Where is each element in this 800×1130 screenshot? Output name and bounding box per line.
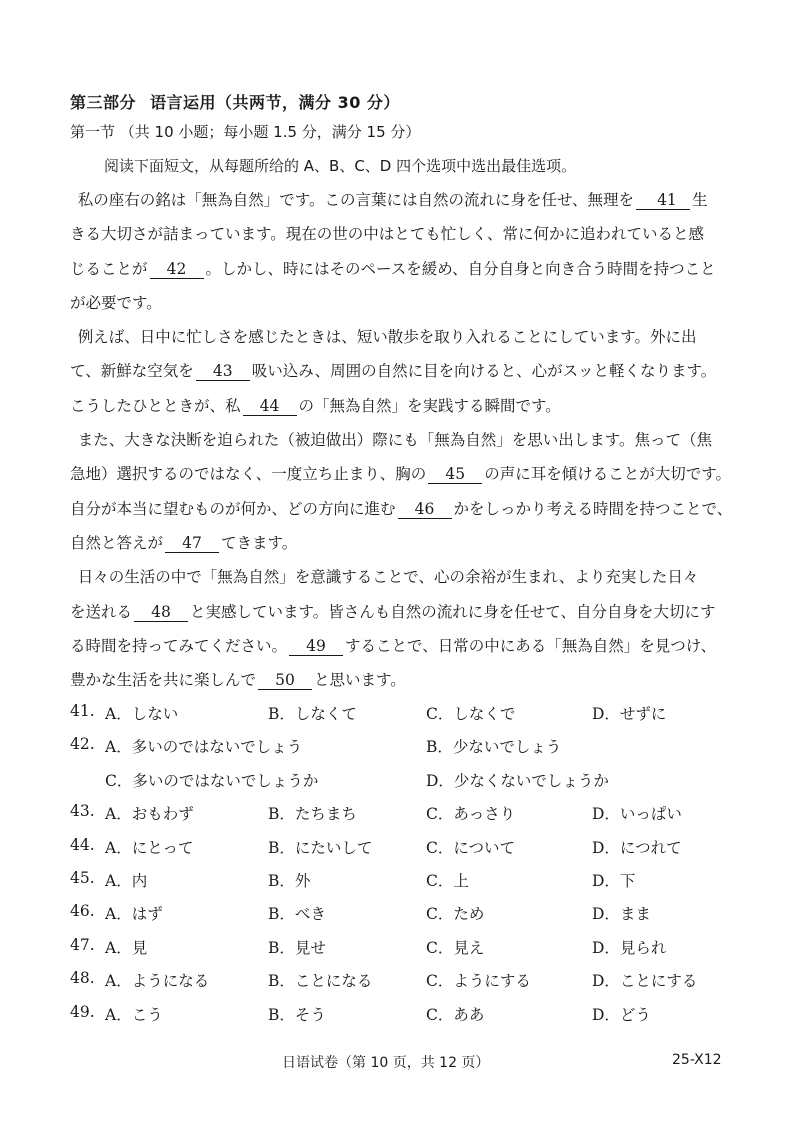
part-subtitle: 语言运用（共两节，满分 30 分） <box>150 93 400 112</box>
option-d: D．せずに <box>592 705 667 723</box>
option-d: D．少なくないでしょうか <box>426 771 609 790</box>
passage-text: てきます。 <box>221 533 298 552</box>
question-number: 45. <box>70 868 95 887</box>
passage-text: また、大きな決断を迫られた（被迫做出）際にも「無為自然」を思い出します。焦って（焦 <box>77 431 713 450</box>
question-49 <box>70 1003 740 1036</box>
passage-text: と思います。 <box>314 671 406 690</box>
question-47 <box>70 936 740 969</box>
option-b: B．そう <box>268 1005 326 1024</box>
question-46 <box>70 902 740 935</box>
blank-49: 49 <box>289 637 343 656</box>
option-a: A．しない <box>105 705 179 723</box>
question-list <box>70 702 740 1036</box>
passage-text: の声に耳を傾けることが大切です。 <box>484 465 731 484</box>
option-a: A．見 <box>105 938 148 957</box>
blank-43: 43 <box>196 362 250 381</box>
question-43 <box>70 802 740 835</box>
passage-text: と実感しています。皆さんも自然の流れに身を任せて、自分自身を大切にす <box>190 602 716 621</box>
paragraph-1 <box>70 183 735 320</box>
option-c: C．について <box>426 838 516 857</box>
question-42 <box>70 735 740 768</box>
paragraph-3 <box>70 423 735 560</box>
blank-41: 41 <box>636 191 690 210</box>
option-a: A．はず <box>105 905 163 924</box>
passage-text: 私の座右の銘は「無為自然」です。この言葉には自然の流れに身を任せ、無理を <box>77 191 635 209</box>
question-number: 42. <box>70 735 95 754</box>
option-d: D．まま <box>592 905 651 924</box>
passage-text: 吸い込み、周囲の自然に目を向けると、心がスッと軽くなります。 <box>251 362 717 381</box>
passage-text: 。しかし、時にはそのペースを緩め、自分自身と向き合う時間を持つこと <box>205 259 716 278</box>
paragraph-2 <box>70 320 735 423</box>
page-label: 日语试卷（第 10 页，共 12 页） <box>282 1055 490 1071</box>
option-d: D．ことにする <box>592 972 698 991</box>
passage-text: て、新鮮な空気を <box>70 362 194 381</box>
option-c: C．しなくで <box>426 705 516 723</box>
question-44 <box>70 836 740 869</box>
blank-50: 50 <box>258 671 312 690</box>
option-d: D．どう <box>592 1005 651 1024</box>
question-number: 49. <box>70 1002 95 1021</box>
option-c: C．あっさり <box>426 805 516 824</box>
option-b: B．少ないでしょう <box>426 738 562 757</box>
question-42-cont <box>70 769 740 802</box>
option-b: B．たちまち <box>268 805 357 824</box>
passage-text: 自然と答えが <box>70 533 164 552</box>
option-c: C．ようにする <box>426 972 531 991</box>
blank-42: 42 <box>150 260 204 279</box>
question-number: 48. <box>70 969 95 988</box>
option-b: B．ことになる <box>268 972 373 991</box>
passage-text: 日々の生活の中で「無為自然」を意識することで、心の余裕が生まれ、より充実した日々 <box>77 568 699 587</box>
passage-text: きる大切さが詰まっています。現在の世の中はとても忙しく、常に何かに追われていると感 <box>70 225 704 244</box>
option-a: A．多いのではないでしょう <box>105 738 303 757</box>
question-45 <box>70 869 740 902</box>
option-b: B．しなくて <box>268 705 357 723</box>
passage-text: 例えば、日中に忙しさを感じたときは、短い散歩を取り入れることにしています。外に出 <box>77 328 697 347</box>
exam-code: 25-X12 <box>672 1052 722 1068</box>
passage-text: かをしっかり考える時間を持つことで、 <box>453 499 733 518</box>
option-d: D．見られ <box>592 938 667 957</box>
question-48 <box>70 969 740 1002</box>
passage-text: 急地）選択するのではなく、一度立ち止まり、胸の <box>70 465 427 484</box>
option-c: C．ああ <box>426 1005 485 1024</box>
part-title: 第三部分 <box>70 93 137 112</box>
option-b: B．べき <box>268 905 326 924</box>
blank-45: 45 <box>428 465 482 484</box>
option-d: D．下 <box>592 871 636 890</box>
question-number: 41. <box>70 702 95 720</box>
question-41 <box>70 702 740 735</box>
option-b: B．外 <box>268 871 311 890</box>
passage-text: 生 <box>692 191 708 209</box>
reading-passage <box>70 183 735 697</box>
part-heading <box>70 90 400 113</box>
option-a: A．ようになる <box>105 972 210 991</box>
question-number: 43. <box>70 802 95 821</box>
option-a: A．こう <box>105 1005 163 1024</box>
passage-text: することで、日常の中にある「無為自然」を見つけ、 <box>345 636 717 655</box>
passage-text: じることが <box>70 259 148 278</box>
option-a: A．にとって <box>105 838 194 857</box>
option-a: A．内 <box>105 871 148 890</box>
paragraph-4 <box>70 560 735 697</box>
question-number: 47. <box>70 935 95 954</box>
passage-text: 豊かな生活を共に楽しんで <box>70 671 257 690</box>
option-b: B．見せ <box>268 938 326 957</box>
instruction-text: 阅读下面短文，从每题所给的 A、B、C、D 四个选项中选出最佳选项。 <box>104 157 577 175</box>
option-c: C．多いのではないでしょうか <box>105 771 319 790</box>
passage-text: を送れる <box>70 602 133 621</box>
option-d: D．につれて <box>592 838 682 857</box>
option-a: A．おもわず <box>105 805 194 824</box>
option-d: D．いっぱい <box>592 805 682 824</box>
blank-46: 46 <box>398 500 452 519</box>
option-c: C．見え <box>426 938 485 957</box>
blank-44: 44 <box>243 397 297 416</box>
option-c: C．ため <box>426 905 485 924</box>
option-c: C．上 <box>426 871 469 890</box>
option-b: B．にたいして <box>268 838 373 857</box>
passage-text: が必要です。 <box>70 293 162 312</box>
blank-47: 47 <box>165 534 219 553</box>
blank-48: 48 <box>134 603 188 622</box>
section-title: 第一节 （共 10 小题；每小题 1.5 分，满分 15 分） <box>70 123 421 141</box>
passage-text: の「無為自然」を実践する瞬間です。 <box>298 396 561 415</box>
passage-text: こうしたひとときが、私 <box>70 396 241 415</box>
passage-text: 自分が本当に望むものが何か、どの方向に進む <box>70 499 396 518</box>
question-number: 44. <box>70 835 95 854</box>
question-number: 46. <box>70 902 95 921</box>
passage-text: る時間を持ってみてください。 <box>70 636 288 655</box>
